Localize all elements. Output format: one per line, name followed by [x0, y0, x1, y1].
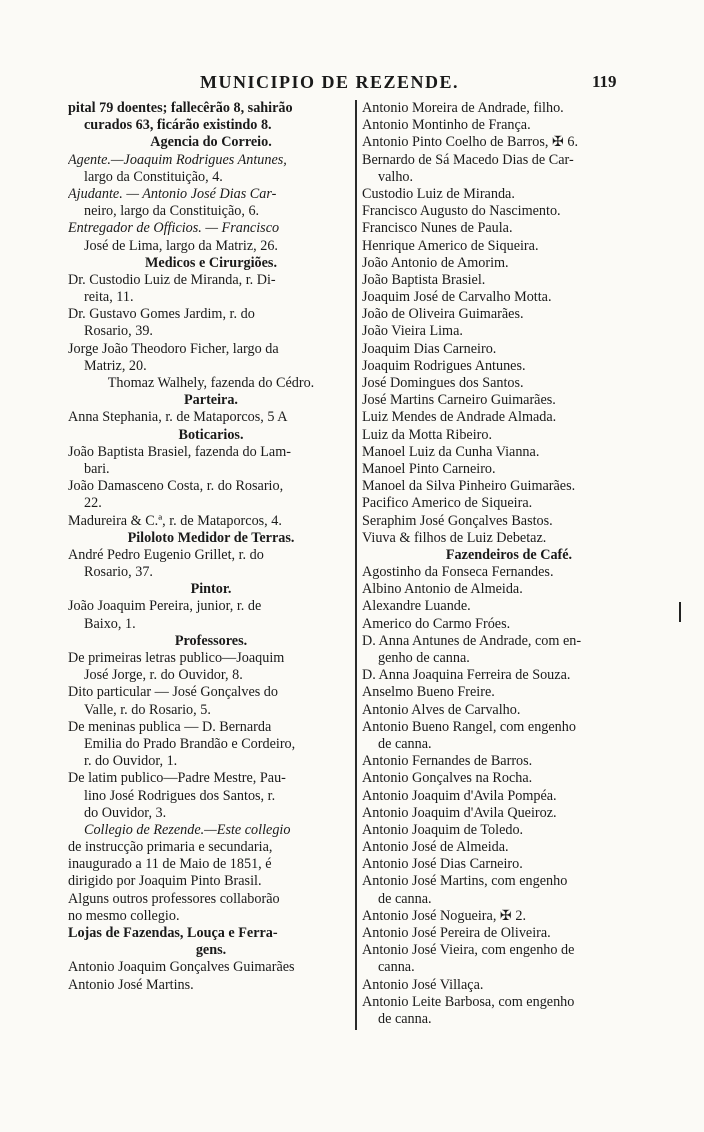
- text-line: João Damasceno Costa, r. do Rosario,: [68, 478, 284, 495]
- text-line: Manoel Pinto Carneiro.: [362, 460, 496, 477]
- text-line: Anselmo Bueno Freire.: [362, 684, 495, 701]
- text-line: Bernardo de Sá Macedo Dias de Car-: [362, 151, 574, 168]
- section-heading: Agencia do Correio.: [150, 134, 272, 151]
- text-line: Custodio Luiz de Miranda.: [362, 185, 515, 202]
- text-line: Agente.—Joaquim Rodrigues Antunes,: [68, 151, 287, 168]
- section-heading: Lojas de Fazendas, Louça e Ferra-: [68, 925, 278, 941]
- text-line: Francisco Nunes de Paula.: [362, 220, 513, 237]
- text-line: Seraphim José Gonçalves Bastos.: [362, 512, 553, 529]
- section-heading: Piloloto Medidor de Terras.: [127, 529, 295, 546]
- text-line: curados 63, ficárão existindo 8.: [84, 117, 272, 134]
- text-line: Antonio José Villaça.: [362, 976, 484, 993]
- right-column: [362, 100, 656, 1028]
- text-line: de instrucção primaria e secundaria,: [68, 839, 273, 856]
- text-line: Collegio de Rezende.—Este collegio: [84, 821, 291, 838]
- text-line: D. Anna Joaquina Ferreira de Souza.: [362, 667, 571, 684]
- text-line: do Ouvidor, 3.: [84, 804, 167, 821]
- text-line: Antonio Joaquim d'Avila Pompéa.: [362, 787, 557, 804]
- text-line: Agostinho da Fonseca Fernandes.: [362, 564, 554, 581]
- text-line: no mesmo collegio.: [68, 907, 180, 924]
- section-heading: gens.: [195, 942, 227, 959]
- text-line: inaugurado a 11 de Maio de 1851, é: [68, 856, 272, 873]
- text-line: r. do Ouvidor, 1.: [84, 753, 178, 770]
- text-line: De latim publico—Padre Mestre, Pau-: [68, 770, 286, 787]
- text-line: José Domingues dos Santos.: [362, 375, 524, 391]
- section-heading: Pintor.: [190, 581, 232, 598]
- text-line: João Vieira Lima.: [362, 323, 463, 340]
- text-line: João de Oliveira Guimarães.: [362, 306, 524, 323]
- section-heading: Parteira.: [184, 392, 238, 409]
- text-line: Antonio Joaquim de Toledo.: [362, 821, 524, 838]
- text-line: Antonio Pinto Coelho de Barros, ✠ 6.: [362, 134, 579, 151]
- text-line: 22.: [84, 495, 102, 512]
- section-heading: Medicos e Cirurgiões.: [145, 254, 277, 271]
- text-line: Luiz da Motta Ribeiro.: [362, 426, 493, 443]
- text-line: bari.: [84, 460, 110, 477]
- text-line: Henrique Americo de Siqueira.: [362, 237, 539, 254]
- text-line: reita, 11.: [84, 289, 134, 306]
- text-line: Antonio José Nogueira, ✠ 2.: [362, 907, 526, 924]
- text-line: Antonio Bueno Rangel, com engenho: [362, 718, 576, 735]
- text-line: Antonio Alves de Carvalho.: [362, 701, 521, 718]
- text-line: Jorge João Theodoro Ficher, largo da: [68, 340, 279, 357]
- text-line: Antonio Moreira de Andrade, filho.: [362, 100, 564, 116]
- text-line: Thomaz Walhely, fazenda do Cédro.: [107, 375, 315, 391]
- text-line: José de Lima, largo da Matriz, 26.: [84, 237, 278, 254]
- text-line: Joaquim José de Carvalho Motta.: [362, 289, 552, 306]
- text-line: Manoel da Silva Pinheiro Guimarães.: [362, 478, 576, 495]
- column-divider: [355, 100, 357, 1030]
- text-line: Luiz Mendes de Andrade Almada.: [362, 409, 557, 426]
- text-line: José Jorge, r. do Ouvidor, 8.: [84, 667, 243, 684]
- text-line: Ajudante. — Antonio José Dias Car-: [68, 185, 277, 202]
- text-line: Joaquim Rodrigues Antunes.: [362, 357, 526, 374]
- text-line: Antonio José Martins, com engenho: [362, 873, 568, 890]
- page-number: 119: [592, 72, 617, 91]
- text-line: de canna.: [378, 735, 432, 752]
- text-line: De meninas publica — D. Bernarda: [68, 718, 272, 735]
- text-line: lino José Rodrigues dos Santos, r.: [84, 787, 276, 804]
- text-line: Antonio José Dias Carneiro.: [362, 856, 523, 873]
- text-line: Baixo, 1.: [84, 615, 136, 632]
- text-line: de canna.: [378, 1010, 432, 1027]
- text-line: Joaquim Dias Carneiro.: [362, 340, 497, 357]
- text-line: Alguns outros professores collaborão: [68, 890, 280, 907]
- text-line: Antonio José Pereira de Oliveira.: [362, 925, 551, 941]
- text-line: Dr. Custodio Luiz de Miranda, r. Di-: [68, 271, 276, 288]
- text-line: Antonio Fernandes de Barros.: [362, 753, 533, 770]
- text-line: Valle, r. do Rosario, 5.: [84, 701, 211, 718]
- page-title: MUNICIPIO DE REZENDE.: [200, 72, 460, 92]
- text-line: Alexandre Luande.: [362, 598, 471, 615]
- text-line: João Baptista Brasiel, fazenda do Lam-: [68, 443, 291, 460]
- text-line: canna.: [378, 959, 415, 976]
- text-line: Manoel Luiz da Cunha Vianna.: [362, 443, 540, 460]
- left-column: [68, 100, 354, 994]
- text-line: Matriz, 20.: [84, 357, 147, 374]
- text-line: Americo do Carmo Fróes.: [362, 615, 511, 632]
- text-line: valho.: [378, 168, 414, 185]
- section-heading: Professores.: [174, 632, 248, 649]
- text-line: Emilia do Prado Brandão e Cordeiro,: [84, 735, 296, 752]
- text-line: De primeiras letras publico—Joaquim: [68, 650, 285, 666]
- text-line: Viuva & filhos de Luiz Debetaz.: [362, 529, 547, 546]
- text-line: Albino Antonio de Almeida.: [362, 581, 523, 598]
- text-line: João Baptista Brasiel.: [362, 271, 486, 288]
- text-line: neiro, largo da Constituição, 6.: [84, 203, 260, 220]
- text-line: Dito particular — José Gonçalves do: [68, 684, 278, 701]
- text-line: de canna.: [378, 890, 432, 907]
- text-line: Antonio Leite Barbosa, com engenho: [362, 993, 575, 1010]
- text-line: pital 79 doentes; fallecêrão 8, sahirão: [68, 100, 293, 116]
- text-line: D. Anna Antunes de Andrade, com en-: [362, 632, 582, 649]
- text-line: Dr. Gustavo Gomes Jardim, r. do: [68, 306, 255, 323]
- text-line: João Antonio de Amorim.: [362, 254, 509, 271]
- text-line: Anna Stephania, r. de Mataporcos, 5 A: [68, 409, 288, 426]
- text-line: Madureira & C.ª, r. de Mataporcos, 4.: [68, 512, 282, 529]
- text-line: Pacifico Americo de Siqueira.: [362, 495, 533, 512]
- section-heading: Fazendeiros de Café.: [445, 546, 573, 563]
- text-line: Entregador de Officios. — Francisco: [68, 220, 280, 237]
- text-line: Francisco Augusto do Nascimento.: [362, 203, 561, 220]
- text-line: José Martins Carneiro Guimarães.: [362, 392, 556, 409]
- margin-mark: [679, 602, 681, 622]
- text-line: genho de canna.: [378, 650, 470, 666]
- text-line: Antonio José Vieira, com engenho de: [362, 942, 575, 959]
- text-line: André Pedro Eugenio Grillet, r. do: [68, 546, 264, 563]
- section-heading: Boticarios.: [178, 426, 244, 443]
- text-line: Antonio Joaquim d'Avila Queiroz.: [362, 804, 557, 821]
- text-line: Antonio Montinho de França.: [362, 117, 531, 134]
- text-line: Antonio José Martins.: [68, 976, 194, 993]
- text-line: João Joaquim Pereira, junior, r. de: [68, 598, 262, 615]
- text-line: Rosario, 39.: [84, 323, 153, 340]
- text-line: dirigido por Joaquim Pinto Brasil.: [68, 873, 262, 890]
- text-line: Antonio José de Almeida.: [362, 839, 509, 856]
- text-line: Antonio Joaquim Gonçalves Guimarães: [68, 959, 295, 976]
- page-header: [0, 72, 704, 96]
- text-line: Rosario, 37.: [84, 564, 153, 581]
- text-line: largo da Constituição, 4.: [84, 168, 223, 185]
- text-line: Antonio Gonçalves na Rocha.: [362, 770, 533, 787]
